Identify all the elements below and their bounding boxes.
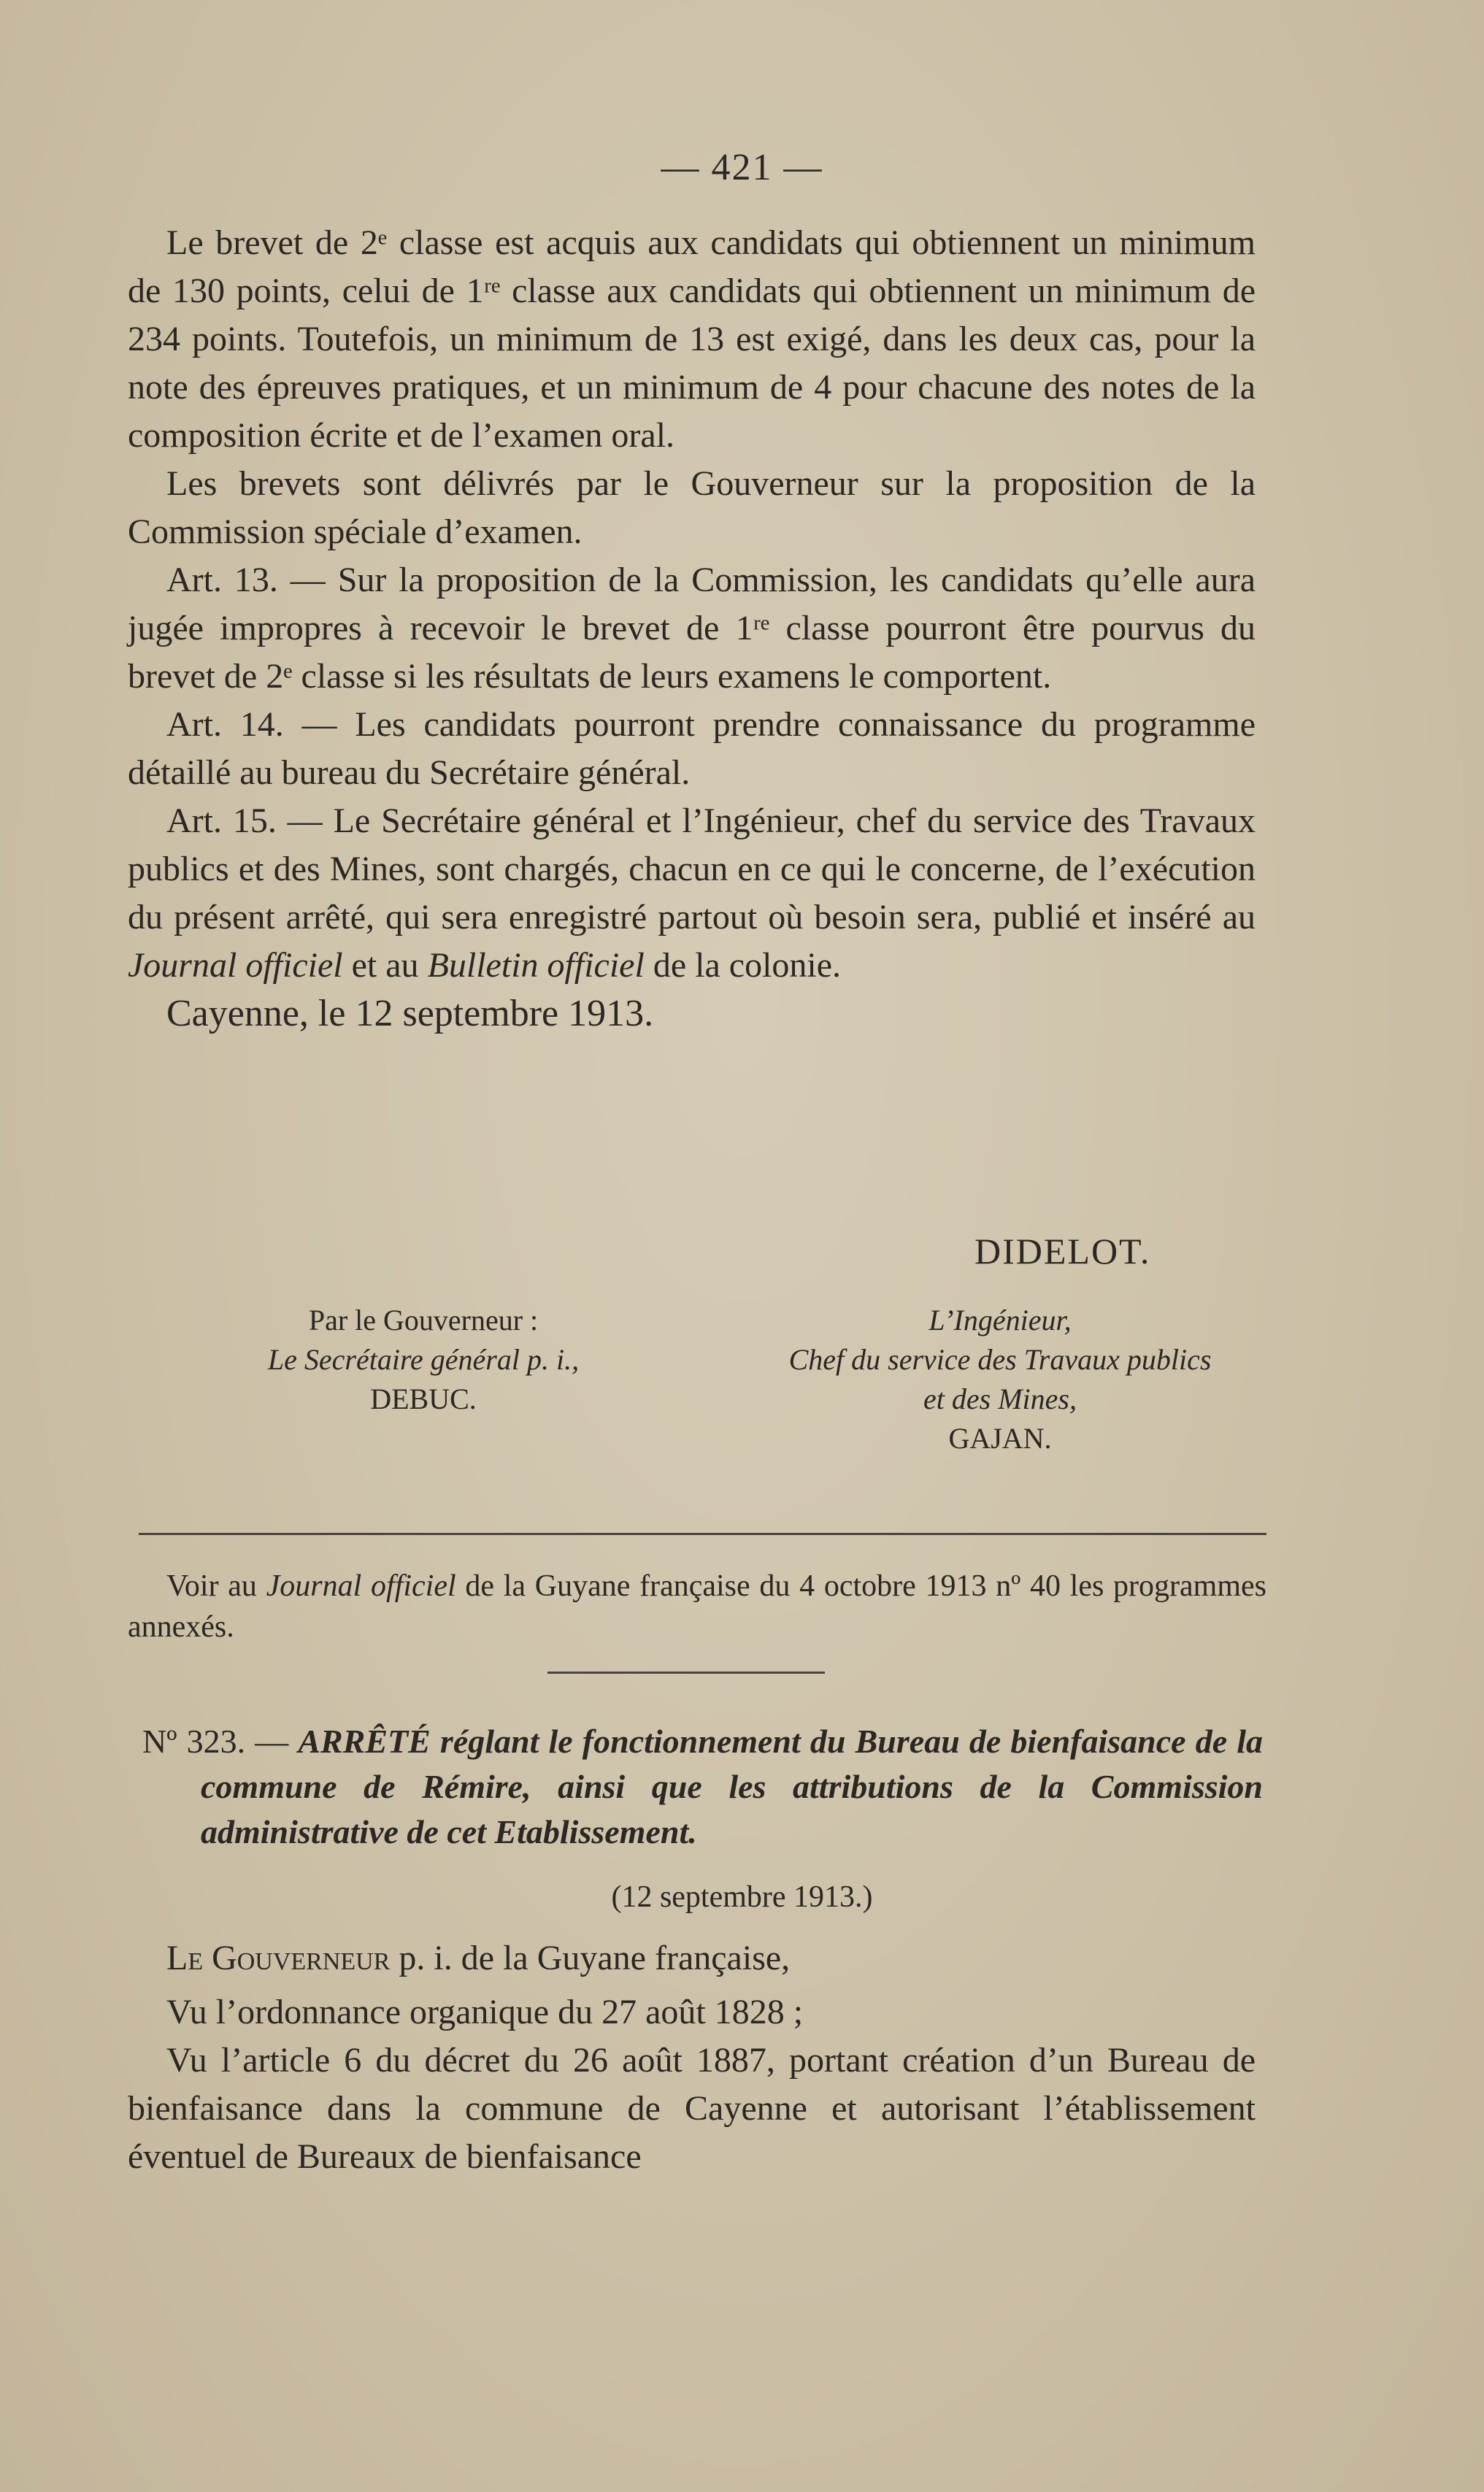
gouverneur-rest: p. i. de la Guyane française, (390, 1939, 791, 1977)
sig-right-line2: Chef du service des Travaux publics (788, 1343, 1212, 1376)
signature-right (668, 1301, 1332, 1458)
arrete-dash: — (245, 1723, 299, 1760)
arrete-number: Nº 323. (142, 1723, 246, 1760)
art15-text: Art. 15. — Le Secrétaire général et l’Ingénieur, chef du service des Travaux publics et des Mines, sont chargés, chacun en ce qui le concerne, de l’exécution du présent arrêté, qui sera enregistré partout où besoin sera, publié et inséré au (128, 801, 1256, 937)
gouverneur-line (128, 1934, 1256, 1983)
gouverneur-sc: Le Gouverneur (166, 1939, 391, 1977)
vu-article6: Vu l’article 6 du décret du 26 août 1887, portant création d’un Bureau de bienfaisance dans la commune de Cayenne et autorisant l’établissement éventuel de Bureaux de bienfaisance (128, 2041, 1256, 2176)
arrete-heading (142, 1719, 1263, 1855)
sig-left-name: DEBUC. (370, 1382, 477, 1415)
sig-left-line2: Le Secrétaire général p. i., (267, 1343, 580, 1376)
vu-ordonnance: Vu l’ordonnance organique du 27 août 1828 ; (166, 1993, 804, 2031)
paragraph-art15 (128, 797, 1256, 990)
paragraph-brevet: Le brevet de 2ᵉ classe est acquis aux candidats qui obtiennent un minimum de 130 points, celui de 1ʳᵉ classe aux candidats qui obtiennent un minimum de 234 points. Toutefois, un minimum de 13 est exigé, dans les deux cas, pour la note des épreuves pratiques, et un minimum de 4 pour chacune des notes de la composition écrite et de l’examen oral. (128, 223, 1256, 455)
paragraph-delivrance: Les brevets sont délivrés par le Gouverneur sur la proposition de la Commission spéciale d’examen. (128, 464, 1256, 551)
page-number: — 421 — (661, 147, 823, 188)
arrete-body (128, 1934, 1256, 2181)
note-journal: Journal officiel (266, 1569, 456, 1603)
paragraph-art13: Art. 13. — Sur la proposition de la Commission, les candidats qu’elle aura jugée impropres à recevoir le brevet de 1ʳᵉ classe pourront être pourvus du brevet de 2ᵉ classe si les résultats de leurs examens le comportent. (128, 561, 1256, 696)
short-rule (547, 1672, 825, 1674)
arrete-title: réglant le fonctionnement du Bureau de bienfaisance de la commune de Rémire, ainsi que les attributions de la Commission administrative de cet Etablissement. (201, 1723, 1264, 1850)
main-text (128, 219, 1256, 1038)
arrete-date: (12 septembre 1913.) (611, 1880, 873, 1914)
note-text: de la Guyane française du 4 octobre 1913 nº 40 les programmes annexés. (128, 1569, 1266, 1644)
signature-left (252, 1301, 595, 1419)
section-rule (139, 1533, 1266, 1535)
journal-officiel-ref: Journal officiel (128, 946, 343, 985)
art15-et-au: et au (342, 946, 428, 985)
note-prefix: Voir au (166, 1569, 266, 1603)
arrete-word: ARRÊTÉ (298, 1723, 431, 1760)
sig-left-line1: Par le Gouverneur : (308, 1304, 539, 1337)
paragraph-art14: Art. 14. — Les candidats pourront prendre connaissance du programme détaillé au bureau du Secrétaire général. (128, 705, 1256, 792)
sig-right-line1: L’Ingénieur, (929, 1304, 1072, 1337)
art15-tail: de la colonie. (644, 946, 842, 985)
sig-right-line3: et des Mines, (923, 1382, 1077, 1415)
footnote (128, 1566, 1266, 1647)
governor-signature: DIDELOT. (974, 1231, 1151, 1272)
sig-right-name: GAJAN. (948, 1422, 1052, 1455)
place-date: Cayenne, le 12 septembre 1913. (166, 993, 654, 1034)
bulletin-officiel-ref: Bulletin officiel (427, 946, 645, 985)
